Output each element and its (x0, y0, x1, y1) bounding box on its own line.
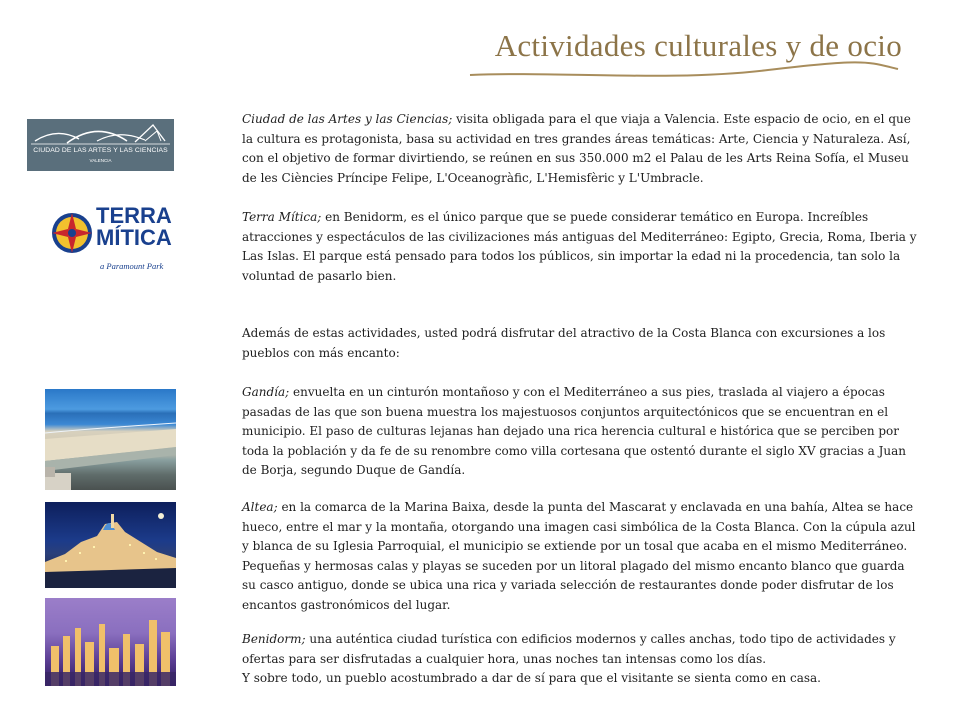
paragraph-lead-terra: Terra Mítica; (242, 210, 322, 224)
mitica-logo-word: MÍTICA (96, 225, 172, 250)
paragraph-body-benidorm: una auténtica ciudad turística con edificios modernos y calles anchas, todo tipo de actividades y ofertas para ser disfrutadas a cualquier hora, unas noches tan intensas como los días. (242, 632, 896, 666)
terra-compass-emblem-icon (48, 207, 98, 263)
benidorm-skyline-scene (45, 598, 176, 686)
cac-building-silhouette (27, 119, 174, 149)
paragraph-lead-benidorm: Benidorm; (242, 632, 306, 646)
paragraph-lead-gandia: Gandía; (242, 385, 290, 399)
slide-title: Actividades culturales y de ocio (494, 28, 902, 63)
paragraph-closing-benidorm: Y sobre todo, un pueblo acostumbrado a dar de sí para que el visitante se sienta como en casa. (242, 671, 821, 686)
paragraph-body-altea: en la comarca de la Marina Baixa, desde la punta del Mascarat y enclavada en una bahía, Altea se hace hueco, entre el mar y la montaña, otorgando una imagen casi simbólica de la Costa Blanca. Con la cúpula azul y blanca de su Iglesia Parroquial, el municipio se extiende por un tosal que acaba en el mismo Mediterráneo. Pequeñas y hermosas calas y playas se suceden por un litoral plagado del mismo encanto blanco que guarda su casco antiguo, donde se ubica una rica y variada selección de restaurantes donde poder disfrutar de los encantos gastronómicos del lugar. (242, 500, 916, 612)
paragraph-lead-cac: Ciudad de las Artes y las Ciencias; (242, 112, 453, 126)
benidorm-skyline-photo (45, 598, 176, 686)
paragraph-lead-altea: Altea; (242, 500, 278, 514)
paragraph-ciudad-artes-ciencias (242, 110, 918, 188)
title-swash-ornament (468, 58, 900, 82)
paragraph-body-cac: visita obligada para el que viaja a Valencia. Este espacio de ocio, en el que la cultura es protagonista, basa su actividad en tres grandes áreas temáticas: Arte, Ciencia y Naturaleza. Así, con el objetivo de formar divirtiendo, se reúnen en sus 350.000 m2 el Palau de les Arts Reina Sofía, el Museu de les Ciències Príncipe Felipe, L'Oceanogràfic, L'Hemisfèric y L'Umbracle. (242, 112, 911, 185)
altea-night-photo (45, 502, 176, 588)
altea-town-scene (45, 502, 176, 588)
cac-logo-text: CIUDAD DE LAS ARTES Y LAS CIENCIAS (33, 147, 168, 154)
paragraph-body-gandia: envuelta en un cinturón montañoso y con el Mediterráneo a sus pies, traslada al viajero a épocas pasadas de las que son buena muestra los majestuosos conjuntos arquitectónicos que se encuentran en el municipio. El paso de culturas lejanas han dejado una rica herencia cultural e histórica que se perciben por toda la población y da fe de su renombre como villa cortesana que ostentó durante el siglo XV gracias a Juan de Borja, segundo Duque de Gandía. (242, 385, 907, 478)
paragraph-costa-blanca-intro (242, 324, 918, 363)
terra-logo-tagline: a Paramount Park (100, 261, 164, 271)
paragraph-body-terra: en Benidorm, es el único parque que se puede considerar temático en Europa. Increíbles atracciones y espectáculos de las civilizaciones más antiguas del Mediterráneo: Egipto, Grecia, Roma, Iberia y Las Islas. El parque está pensado para todos los públicos, sin importar la edad ni la procedencia, tan solo la voluntad de pasarlo bien. (242, 210, 917, 283)
paragraph-body-intro: Además de estas actividades, usted podrá disfrutar del atractivo de la Costa Blanca con excursiones a los pueblos con más encanto: (242, 326, 886, 360)
gandia-beach-scene (45, 389, 176, 490)
paragraph-benidorm (242, 630, 918, 689)
cac-logo-subtext: VALENCIA (89, 158, 112, 163)
paragraph-terra-mitica (242, 208, 918, 286)
gandia-beach-photo (45, 389, 176, 490)
paragraph-gandia (242, 383, 918, 481)
terra-logo-word: TERRA (96, 203, 172, 228)
terra-mitica-logo (46, 203, 182, 281)
ciudad-artes-ciencias-logo (27, 119, 174, 171)
paragraph-altea (242, 498, 918, 616)
